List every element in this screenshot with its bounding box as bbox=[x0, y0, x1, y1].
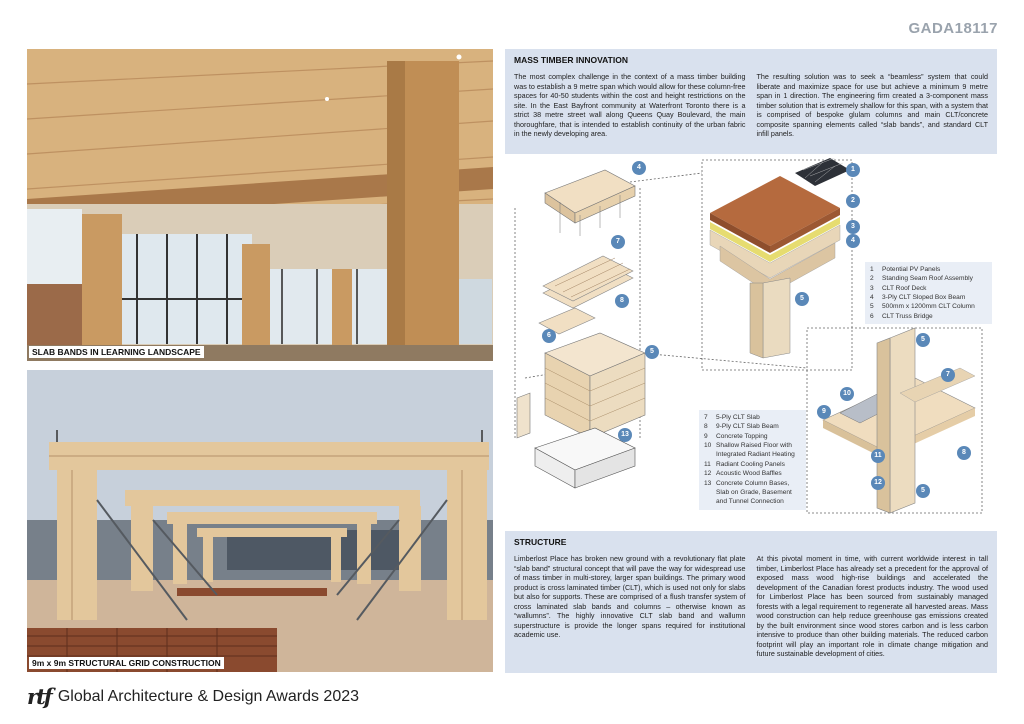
legend-floor-item-label: 5-Ply CLT Slab bbox=[716, 414, 760, 421]
legend-floor-item bbox=[704, 441, 801, 460]
structure-panel bbox=[505, 531, 997, 673]
callout-1: 1 bbox=[846, 163, 860, 177]
project-code: GADA18117 bbox=[908, 20, 998, 37]
callout-7-floor: 7 bbox=[941, 368, 955, 382]
legend-floor-item-number: 9 bbox=[704, 432, 708, 440]
legend-roof-item-number: 2 bbox=[870, 275, 874, 283]
legend-roof-item-number: 6 bbox=[870, 312, 874, 320]
legend-floor-item bbox=[704, 432, 801, 441]
legend-roof-item-label: 3-Ply CLT Sloped Box Beam bbox=[882, 294, 966, 302]
interior-photo bbox=[27, 49, 493, 361]
callout-11: 11 bbox=[871, 449, 885, 463]
legend-floor bbox=[699, 410, 806, 510]
legend-floor-item-number: 11 bbox=[704, 460, 711, 468]
legend-roof-item bbox=[870, 302, 987, 311]
legend-roof-item-number: 5 bbox=[870, 303, 874, 311]
legend-roof-item bbox=[870, 293, 987, 302]
legend-floor-item bbox=[704, 460, 801, 469]
legend-floor-item bbox=[704, 469, 801, 478]
legend-floor-item-number: 12 bbox=[704, 470, 712, 478]
callout-2: 2 bbox=[846, 194, 860, 208]
mass-timber-panel bbox=[505, 49, 997, 154]
legend-floor-item-number: 13 bbox=[704, 479, 712, 487]
mass-timber-col1: The most complex challenge in the context of a mass timber building was to establish a 9 metre span which would allow for these column-free spaces for 40-50 students within the cost and height restrictions on the site. In the East Bayfront community at Waterfront Toronto there is a strict 38 metre street wall along Queens Quay Boulevard, the main thoroughfare, that is intended to establish continuity of the urban fabric in the newly developing area. bbox=[514, 72, 746, 138]
legend-roof-item bbox=[870, 284, 987, 293]
legend-floor-item-label: Concrete Column Bases, Slab on Grade, Basement and Tunnel Connection bbox=[716, 479, 792, 506]
legend-floor-item bbox=[704, 422, 801, 431]
callout-4-top: 4 bbox=[632, 161, 646, 175]
photo-caption-bottom: 9m x 9m STRUCTURAL GRID CONSTRUCTION bbox=[29, 657, 224, 669]
construction-photo bbox=[27, 370, 493, 672]
legend-floor-item-label: Radiant Cooling Panels bbox=[716, 460, 785, 468]
legend-roof-item-label: CLT Roof Deck bbox=[882, 284, 927, 292]
callout-8-floor: 8 bbox=[957, 446, 971, 460]
legend-floor-item-label: 9-Ply CLT Slab Beam bbox=[716, 423, 779, 431]
legend-floor-item-number: 10 bbox=[704, 442, 712, 450]
legend-roof-item-number: 4 bbox=[870, 294, 874, 302]
legend-roof-item bbox=[870, 265, 987, 274]
callout-5-floor-top: 5 bbox=[916, 333, 930, 347]
callout-10: 10 bbox=[840, 387, 854, 401]
callout-8-left: 8 bbox=[615, 294, 629, 308]
callout-5-floor-bottom: 5 bbox=[916, 484, 930, 498]
mass-timber-col2: The resulting solution was to seek a “beamless” system that could liberate and maximize space for use but achieve a minimum 9 metre span in 1 direction. The engineering firm created a 3-component mass timber solution that is extremely shallow for this span, with a system that is comprised of bespoke glulam columns and main CLT/concrete composite spanning elements called “slab bands”, and standard CLT infill panels. bbox=[756, 72, 988, 138]
legend-roof-item-label: 500mm x 1200mm CLT Column bbox=[882, 303, 975, 311]
structure-heading: STRUCTURE bbox=[514, 537, 567, 547]
rtf-logo: rtf bbox=[27, 684, 51, 709]
callout-13: 13 bbox=[618, 428, 632, 442]
callout-7-left: 7 bbox=[611, 235, 625, 249]
legend-roof-item-label: Standing Seam Roof Assembly bbox=[882, 275, 973, 283]
structure-col1: Limberlost Place has broken new ground with a revolutionary flat plate “slab band” structural concept that will pave the way for widespread use of mass timber in multi-storey, larger span buildings. The primary wood product is cross laminated timber (CLT), which is used not only for slabs but also for supports. These are comprised of a flush transfer system of cross laminated slab bands and columns – otherwise known as “wallumns”. The highly innovative CLT slab band and wallumn superstructure is provide the longer spans required for institutional academic use. bbox=[514, 554, 746, 639]
footer-title: Global Architecture & Design Awards 2023 bbox=[57, 687, 360, 705]
structure-col2: At this pivotal moment in time, with current worldwide interest in tall timber, Limberlost Place has already set a precedent for the approval of exposed mass wood high-rise buildings and accelerated the development of the Canadian forest products industry. The wood used for Limberlost Place has been sourced from sustainably managed forests with a legal requirement to regenerate all harvested areas. Mass wood construction can help reduce greenhouse gas emissions created by the built environment since wood stores carbon and is less carbon intensive to produce than other building materials. The reduced carbon footprint will play an important role in climate change mitigation and future sustainable development of cities. bbox=[756, 554, 988, 658]
callout-4-detail: 4 bbox=[846, 234, 860, 248]
legend-roof-item bbox=[870, 274, 987, 283]
callout-5-detail: 5 bbox=[795, 292, 809, 306]
legend-roof-item-label: CLT Truss Bridge bbox=[882, 312, 933, 320]
exploded-axonometric-diagram bbox=[505, 158, 997, 526]
legend-roof-item-number: 3 bbox=[870, 284, 874, 292]
legend-roof-item-label: Potential PV Panels bbox=[882, 266, 941, 273]
footer bbox=[27, 684, 359, 709]
legend-floor-item-label: Shallow Raised Floor with Integrated Radiant Heating bbox=[716, 442, 795, 459]
legend-floor-item-number: 8 bbox=[704, 423, 708, 431]
legend-floor-item bbox=[704, 479, 801, 507]
legend-floor-item-number: 7 bbox=[704, 414, 708, 421]
legend-floor-item-label: Acoustic Wood Baffles bbox=[716, 470, 782, 478]
legend-roof bbox=[865, 262, 992, 324]
legend-roof-item-number: 1 bbox=[870, 266, 874, 273]
callout-5-left: 5 bbox=[645, 345, 659, 359]
callout-3: 3 bbox=[846, 220, 860, 234]
callout-12: 12 bbox=[871, 476, 885, 490]
callout-9: 9 bbox=[817, 405, 831, 419]
legend-roof-item bbox=[870, 312, 987, 321]
callout-6: 6 bbox=[542, 329, 556, 343]
legend-floor-item-label: Concrete Topping bbox=[716, 432, 768, 440]
mass-timber-heading: MASS TIMBER INNOVATION bbox=[514, 55, 628, 65]
legend-floor-item bbox=[704, 413, 801, 422]
photo-caption-top: SLAB BANDS IN LEARNING LANDSCAPE bbox=[29, 346, 204, 358]
